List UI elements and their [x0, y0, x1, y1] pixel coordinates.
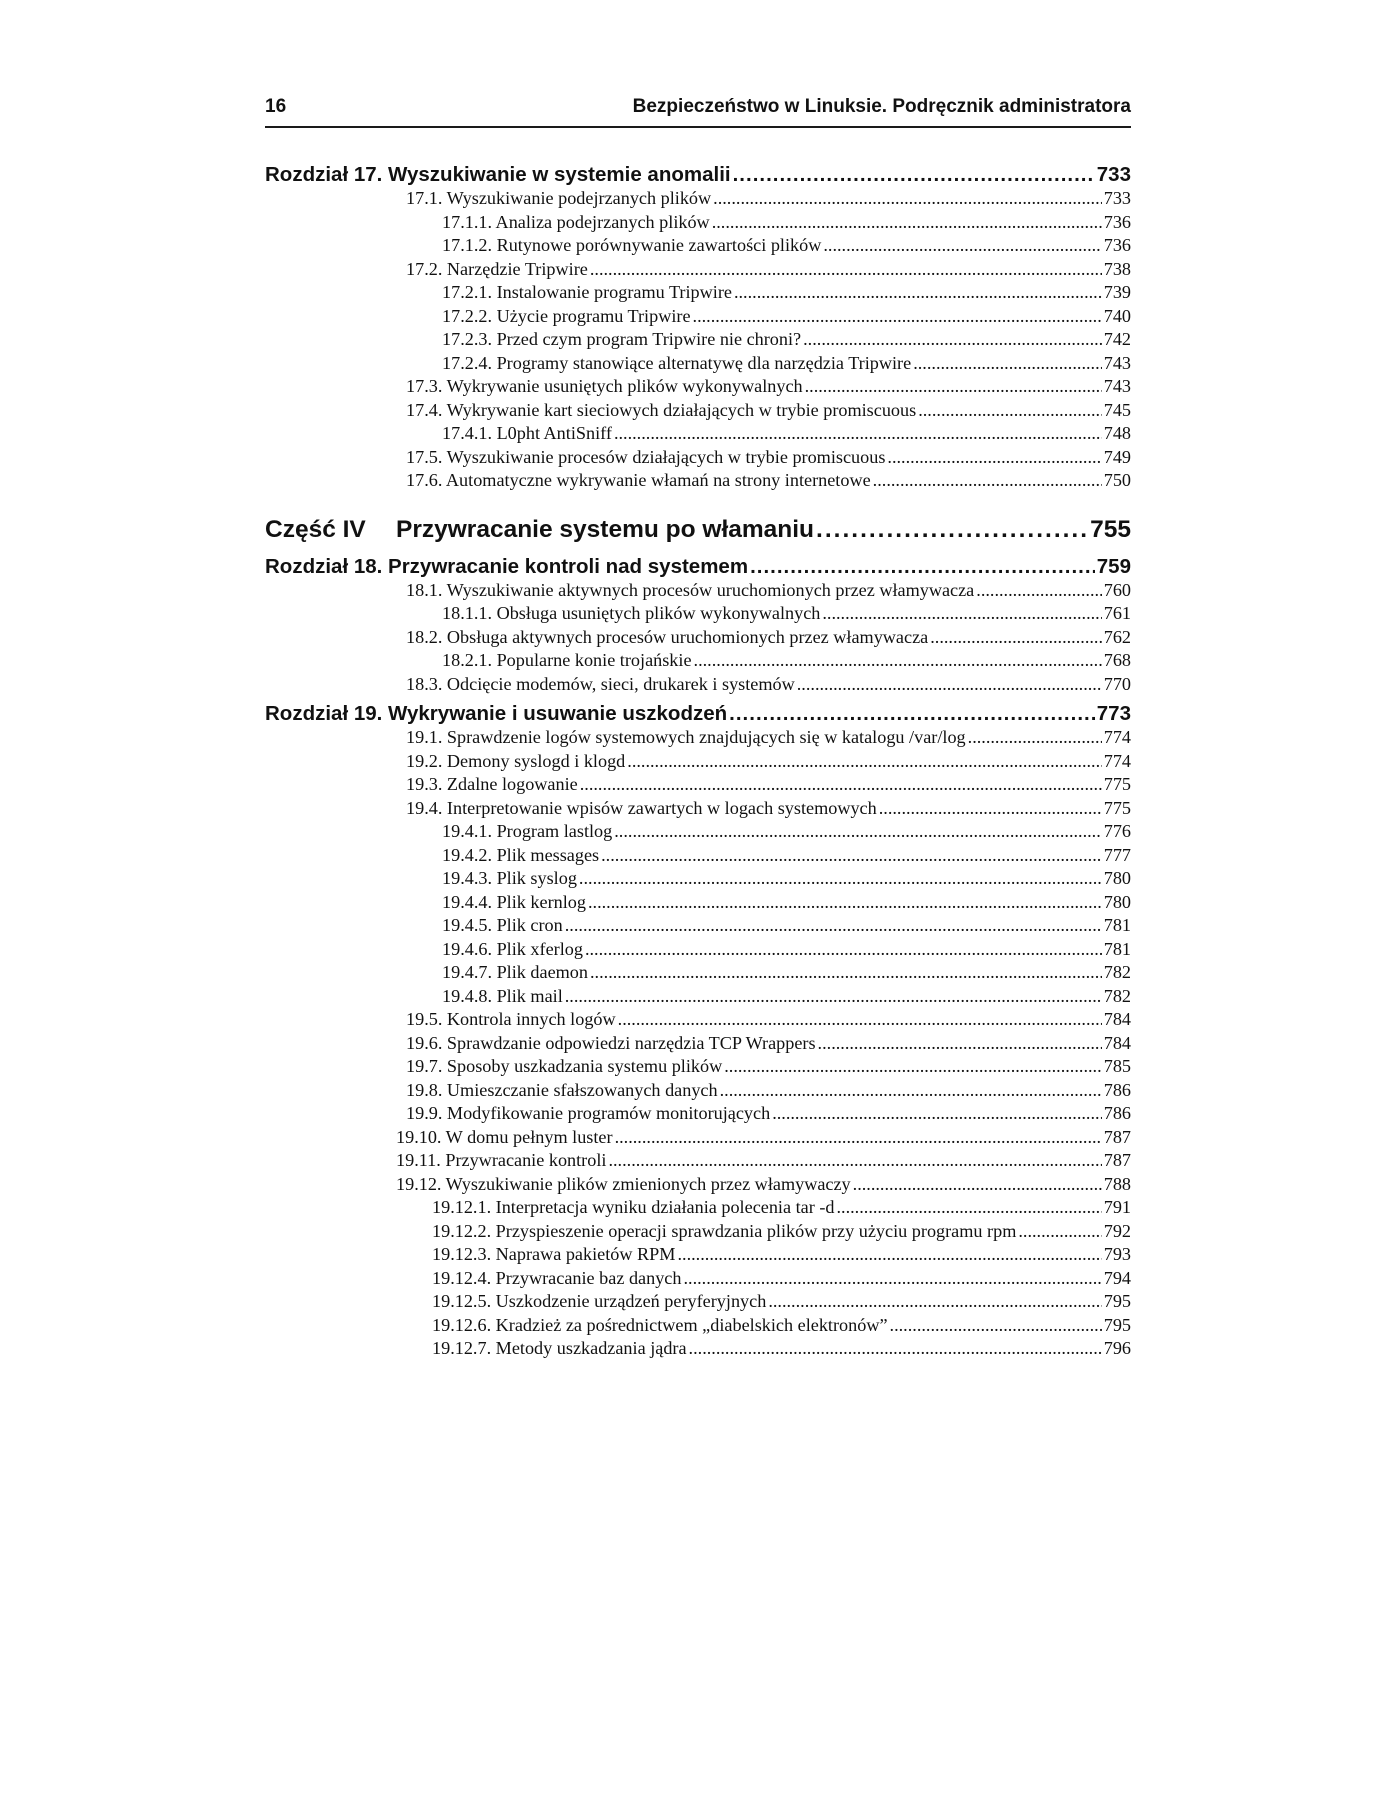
- dot-leader: [590, 258, 1102, 282]
- entry-title: 17.1. Wyszukiwanie podejrzanych plików: [406, 188, 712, 208]
- dot-leader: [614, 820, 1101, 844]
- dot-leader: [585, 938, 1102, 962]
- entry-title: 19.4.3. Plik syslog: [442, 868, 577, 888]
- entry-title: 18.2.1. Popularne konie trojańskie: [442, 650, 692, 670]
- entry-title: 19.4.6. Plik xferlog: [442, 938, 583, 959]
- page-ref: 781: [1103, 938, 1131, 959]
- page-ref: 777: [1103, 844, 1131, 865]
- entry-title: 19.4.2. Plik messages: [442, 844, 600, 865]
- entry-title: 17.3. Wykrywanie usuniętych plików wykonywalnych: [406, 376, 803, 396]
- toc-entry[interactable]: [265, 399, 1131, 423]
- page-ref: 782: [1103, 962, 1131, 982]
- dot-leader: [724, 1055, 1101, 1079]
- toc-entry[interactable]: [265, 1220, 1131, 1244]
- dot-leader: [772, 1102, 1102, 1126]
- page-ref: 742: [1103, 329, 1131, 349]
- page-ref: 785: [1103, 1056, 1131, 1076]
- toc-entry[interactable]: [265, 773, 1131, 797]
- dot-leader: [694, 649, 1102, 673]
- dot-leader: [803, 328, 1102, 352]
- entry-title: 19.12.3. Naprawa pakietów RPM: [432, 1244, 676, 1264]
- entry-title: 19.11. Przywracanie kontroli: [396, 1150, 607, 1170]
- toc-entry[interactable]: [265, 626, 1131, 650]
- entry-title: 19.4. Interpretowanie wpisów zawartych w logach systemowych: [406, 797, 877, 818]
- dot-leader: [579, 867, 1102, 891]
- page-ref: 776: [1103, 821, 1131, 841]
- entry-title: 18.1. Wyszukiwanie aktywnych procesów uruchomionych przez włamywacza: [406, 579, 975, 600]
- dot-leader: [822, 602, 1101, 626]
- dot-leader: [590, 961, 1102, 985]
- dot-leader: [873, 469, 1102, 493]
- entry-title: 19.6. Sprawdzanie odpowiedzi narzędzia TCP Wrappers: [406, 1032, 816, 1053]
- dot-leader: [565, 985, 1102, 1009]
- page-ref: 784: [1103, 1032, 1131, 1053]
- entry-title: 19.4.1. Program lastlog: [442, 821, 613, 841]
- entry-title: 19.4.7. Plik daemon: [442, 962, 588, 982]
- page-ref: 749: [1103, 446, 1131, 467]
- dot-leader: [797, 673, 1102, 697]
- dot-leader: [816, 513, 1088, 547]
- page-ref: 774: [1103, 750, 1131, 771]
- page-ref: 770: [1103, 673, 1131, 694]
- page-ref: 759: [1096, 554, 1131, 578]
- page-ref: 794: [1103, 1267, 1131, 1288]
- page-ref: 739: [1103, 282, 1131, 302]
- entry-title: 18.3. Odcięcie modemów, sieci, drukarek i systemów: [406, 673, 795, 694]
- toc-entry[interactable]: [265, 820, 1131, 844]
- page-ref: 743: [1103, 352, 1131, 373]
- page-ref: 787: [1103, 1126, 1131, 1147]
- entry-title: 19.10. W domu pełnym luster: [396, 1126, 613, 1147]
- dot-leader: [750, 555, 1095, 579]
- page-ref: 795: [1103, 1314, 1131, 1335]
- page-header: [265, 96, 1131, 128]
- entry-title: 17.6. Automatyczne wykrywanie włamań na strony internetowe: [406, 470, 871, 490]
- toc-entry[interactable]: [265, 281, 1131, 305]
- dot-leader: [1018, 1220, 1101, 1244]
- entry-title: 17.2. Narzędzie Tripwire: [406, 258, 588, 279]
- toc-entry[interactable]: [265, 726, 1131, 750]
- entry-title: 19.12.7. Metody uszkadzania jądra: [432, 1338, 687, 1358]
- page-ref: 793: [1103, 1244, 1131, 1264]
- toc-entry[interactable]: [265, 1267, 1131, 1291]
- page-ref: 736: [1103, 211, 1131, 232]
- dot-leader: [853, 1173, 1102, 1197]
- page-ref: 760: [1103, 579, 1131, 600]
- page-ref: 781: [1103, 915, 1131, 935]
- toc-entry[interactable]: [265, 938, 1131, 962]
- entry-title: 19.8. Umieszczanie sfałszowanych danych: [406, 1079, 718, 1100]
- dot-leader: [976, 579, 1101, 603]
- dot-leader: [713, 187, 1102, 211]
- toc-entry[interactable]: [265, 750, 1131, 774]
- dot-leader: [608, 1149, 1101, 1173]
- page-ref: 750: [1103, 470, 1131, 490]
- toc-entry[interactable]: [265, 234, 1131, 258]
- toc-entry[interactable]: [265, 1196, 1131, 1220]
- entry-title: 19.12.6. Kradzież za pośrednictwem „diabelskich elektronów”: [432, 1314, 888, 1335]
- entry-title: 19.12.2. Przyspieszenie operacji sprawdzania plików przy użyciu programu rpm: [432, 1220, 1017, 1241]
- toc-entry[interactable]: [265, 187, 1131, 211]
- entry-title: 17.1.1. Analiza podejrzanych plików: [442, 211, 710, 232]
- dot-leader: [930, 626, 1102, 650]
- dot-leader: [887, 446, 1101, 470]
- entry-title: 17.2.3. Przed czym program Tripwire nie chroni?: [442, 329, 802, 349]
- chapter-19-heading[interactable]: [265, 702, 1131, 726]
- dot-leader: [918, 399, 1102, 423]
- toc-entry[interactable]: [265, 1149, 1131, 1173]
- dot-leader: [601, 844, 1102, 868]
- entry-title: 19.9. Modyfikowanie programów monitorujących: [406, 1103, 771, 1123]
- entry-title: 19.4.5. Plik cron: [442, 915, 563, 935]
- page-ref: 796: [1103, 1338, 1131, 1358]
- dot-leader: [768, 1290, 1101, 1314]
- dot-leader: [733, 163, 1095, 187]
- toc-entry[interactable]: [265, 1314, 1131, 1338]
- entry-title: 17.4. Wykrywanie kart sieciowych działających w trybie promiscuous: [406, 399, 917, 420]
- toc-entry[interactable]: [265, 352, 1131, 376]
- entry-title: 17.2.2. Użycie programu Tripwire: [442, 305, 691, 326]
- dot-leader: [580, 773, 1102, 797]
- dot-leader: [879, 797, 1102, 821]
- dot-leader: [729, 702, 1095, 726]
- toc-entry[interactable]: [265, 1055, 1131, 1079]
- toc-entry[interactable]: [265, 446, 1131, 470]
- chapter-title: Rozdział 19. Wykrywanie i usuwanie uszkodzeń: [265, 702, 728, 725]
- entry-title: 17.4.1. L0pht AntiSniff: [442, 423, 612, 443]
- toc-entry[interactable]: [265, 1032, 1131, 1056]
- page-ref: 748: [1103, 423, 1131, 443]
- page-ref: 780: [1103, 868, 1131, 888]
- dot-leader: [968, 726, 1102, 750]
- toc-entry[interactable]: [265, 375, 1131, 399]
- page-ref: 786: [1103, 1103, 1131, 1123]
- page-ref: 775: [1103, 797, 1131, 818]
- dot-leader: [689, 1337, 1102, 1361]
- page-ref: 775: [1103, 774, 1131, 794]
- chapter-17-heading[interactable]: [265, 163, 1131, 187]
- part-title: [265, 513, 814, 547]
- entry-title: 17.5. Wyszukiwanie procesów działających w trybie promiscuous: [406, 446, 886, 467]
- dot-leader: [677, 1243, 1101, 1267]
- dot-leader: [693, 305, 1102, 329]
- page-ref: 736: [1103, 235, 1131, 255]
- toc-entry[interactable]: [265, 1126, 1131, 1150]
- entry-title: 19.12.1. Interpretacja wyniku działania polecenia tar -d: [432, 1197, 835, 1217]
- toc-entry[interactable]: [265, 579, 1131, 603]
- entry-title: 19.1. Sprawdzenie logów systemowych znajdujących się w katalogu /var/log: [406, 727, 966, 747]
- dot-leader: [588, 891, 1102, 915]
- page-ref: 745: [1103, 399, 1131, 420]
- toc-entry[interactable]: [265, 961, 1131, 985]
- dot-leader: [818, 1032, 1102, 1056]
- toc-entry[interactable]: [265, 469, 1131, 493]
- toc-entry[interactable]: [265, 914, 1131, 938]
- toc-entry[interactable]: [265, 1337, 1131, 1361]
- entry-title: 19.7. Sposoby uszkadzania systemu plików: [406, 1056, 723, 1076]
- dot-leader: [565, 914, 1102, 938]
- table-of-contents: [265, 163, 1131, 1361]
- entry-title: 19.2. Demony syslogd i klogd: [406, 750, 626, 771]
- dot-leader: [913, 352, 1102, 376]
- toc-entry[interactable]: [265, 985, 1131, 1009]
- toc-entry[interactable]: [265, 844, 1131, 868]
- toc-entry[interactable]: [265, 602, 1131, 626]
- toc-entry[interactable]: [265, 211, 1131, 235]
- dot-leader: [683, 1267, 1101, 1291]
- dot-leader: [823, 234, 1101, 258]
- toc-entry[interactable]: [265, 1008, 1131, 1032]
- toc-entry[interactable]: [265, 797, 1131, 821]
- toc-entry[interactable]: [265, 867, 1131, 891]
- page-ref: 791: [1103, 1197, 1131, 1217]
- entry-title: 19.12. Wyszukiwanie plików zmienionych przez włamywaczy: [396, 1173, 851, 1194]
- page-ref: 761: [1103, 603, 1131, 623]
- toc-entry[interactable]: [265, 328, 1131, 352]
- entry-title: 19.4.4. Plik kernlog: [442, 891, 586, 912]
- dot-leader: [712, 211, 1102, 235]
- toc-entry[interactable]: [265, 649, 1131, 673]
- chapter-title: Rozdział 18. Przywracanie kontroli nad systemem: [265, 554, 749, 578]
- dot-leader: [805, 375, 1102, 399]
- entry-title: 19.3. Zdalne logowanie: [406, 774, 578, 794]
- entry-title: 19.12.5. Uszkodzenie urządzeń peryferyjnych: [432, 1291, 767, 1311]
- dot-leader: [627, 750, 1101, 774]
- entry-title: 19.5. Kontrola innych logów: [406, 1009, 616, 1029]
- dot-leader: [890, 1314, 1102, 1338]
- page-ref: 795: [1103, 1291, 1131, 1311]
- entry-title: 17.2.1. Instalowanie programu Tripwire: [442, 282, 732, 302]
- part-name: Przywracanie systemu po włamaniu: [396, 515, 815, 543]
- toc-entry[interactable]: [265, 1173, 1131, 1197]
- dot-leader: [836, 1196, 1101, 1220]
- entry-title: 19.12.4. Przywracanie baz danych: [432, 1267, 682, 1288]
- entry-title: 19.4.8. Plik mail: [442, 985, 563, 1006]
- toc-entry[interactable]: [265, 673, 1131, 697]
- page-ref: 786: [1103, 1079, 1131, 1100]
- page-ref: 788: [1103, 1173, 1131, 1194]
- toc-entry[interactable]: [265, 891, 1131, 915]
- page-ref: 780: [1103, 891, 1131, 912]
- page-ref: 738: [1103, 258, 1131, 279]
- running-title: Bezpieczeństwo w Linuksie. Podręcznik administratora: [632, 96, 1131, 117]
- page-ref: 740: [1103, 305, 1131, 326]
- part-4-heading[interactable]: [265, 513, 1131, 547]
- page-ref: 774: [1103, 727, 1131, 747]
- toc-entry[interactable]: [265, 305, 1131, 329]
- page-ref: 743: [1103, 376, 1131, 396]
- chapter-18-heading[interactable]: [265, 555, 1131, 579]
- entry-title: 18.1.1. Obsługa usuniętych plików wykonywalnych: [442, 603, 821, 623]
- dot-leader: [614, 422, 1102, 446]
- toc-entry[interactable]: [265, 1290, 1131, 1314]
- page-ref: 773: [1096, 702, 1131, 725]
- toc-entry[interactable]: [265, 1079, 1131, 1103]
- entry-title: 17.1.2. Rutynowe porównywanie zawartości plików: [442, 235, 822, 255]
- toc-entry[interactable]: [265, 258, 1131, 282]
- dot-leader: [720, 1079, 1102, 1103]
- entry-title: 18.2. Obsługa aktywnych procesów uruchomionych przez włamywacza: [406, 626, 929, 647]
- page-ref: 787: [1103, 1150, 1131, 1170]
- toc-entry[interactable]: [265, 1102, 1131, 1126]
- part-number: Część IV: [265, 515, 366, 543]
- page-ref: 792: [1103, 1220, 1131, 1241]
- page-ref: 733: [1103, 188, 1131, 208]
- page-ref: 782: [1103, 985, 1131, 1006]
- toc-entry[interactable]: [265, 422, 1131, 446]
- dot-leader: [615, 1126, 1102, 1150]
- dot-leader: [734, 281, 1102, 305]
- page-number: 16: [265, 96, 287, 117]
- entry-title: 17.2.4. Programy stanowiące alternatywę dla narzędzia Tripwire: [442, 352, 912, 373]
- page-ref: 755: [1090, 515, 1131, 543]
- page-ref: 784: [1103, 1009, 1131, 1029]
- chapter-title: Rozdział 17. Wyszukiwanie w systemie anomalii: [265, 163, 731, 186]
- page-ref: 768: [1103, 650, 1131, 670]
- dot-leader: [618, 1008, 1102, 1032]
- toc-entry[interactable]: [265, 1243, 1131, 1267]
- page-ref: 733: [1096, 163, 1131, 186]
- page-ref: 762: [1103, 626, 1131, 647]
